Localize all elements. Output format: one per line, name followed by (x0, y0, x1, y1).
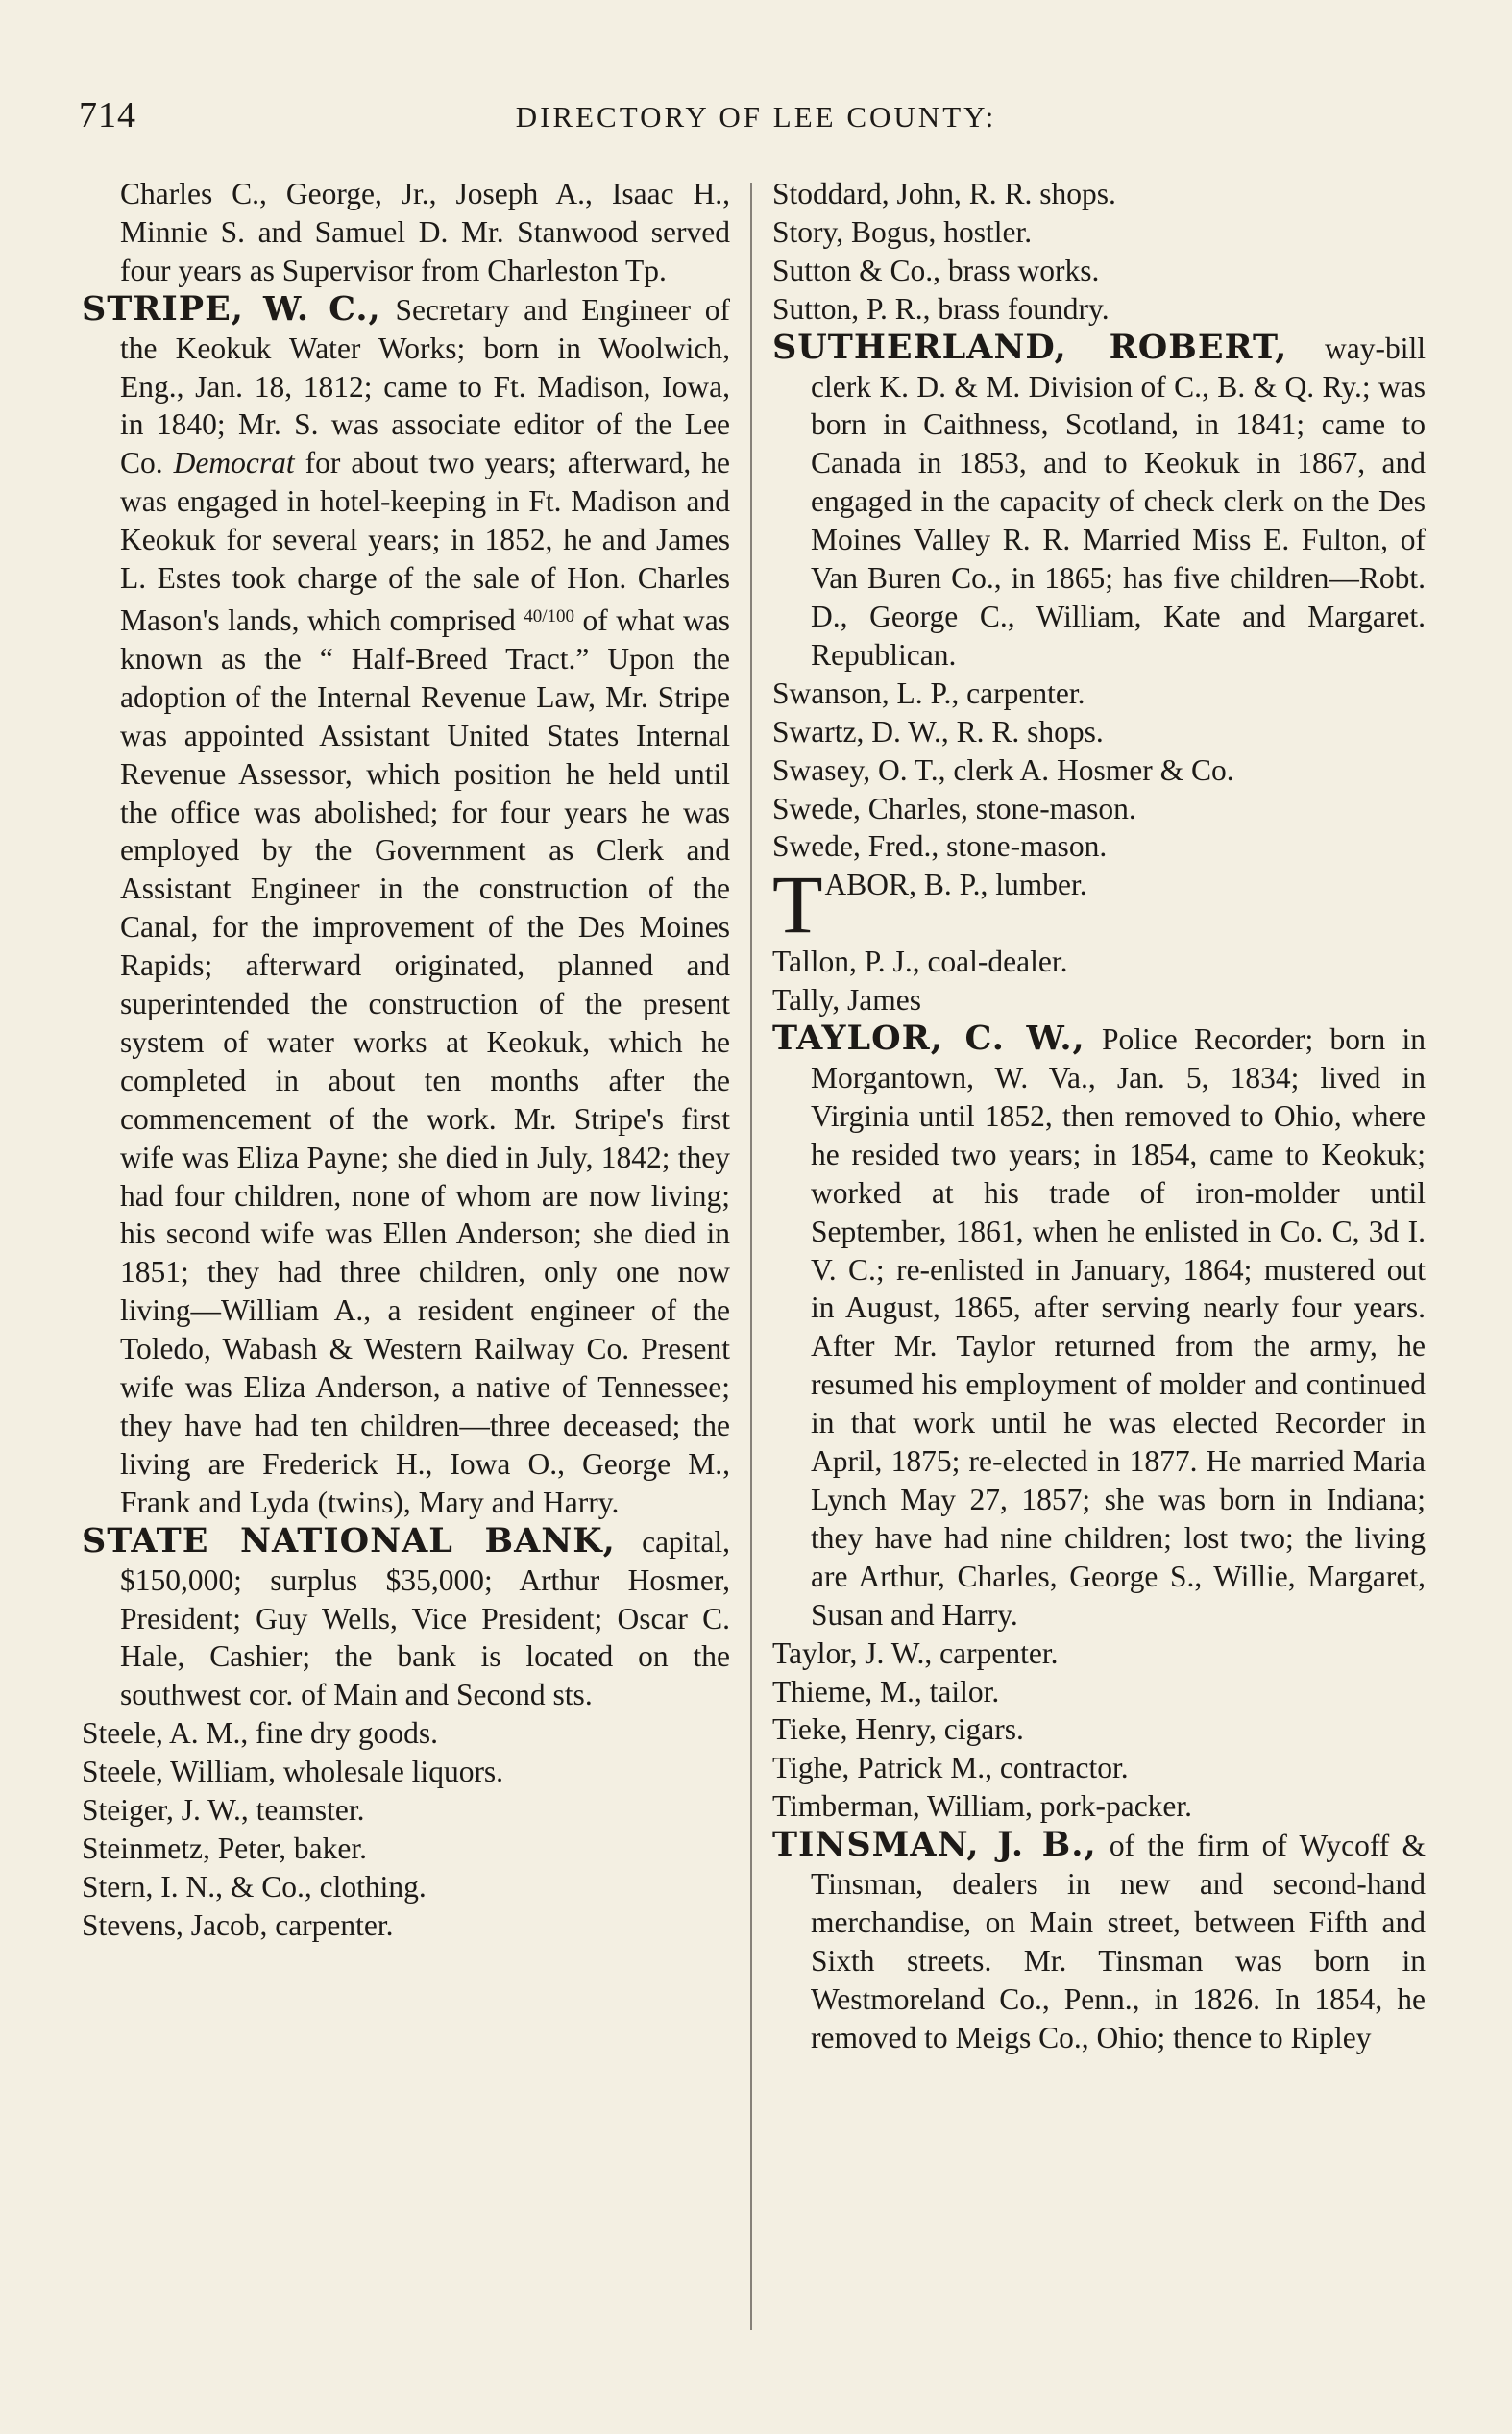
stripe-name: STRIPE, W. C., (82, 288, 381, 329)
list-item: Swede, Fred., stone-mason. (772, 829, 1108, 864)
list-item: Swede, Charles, stone-mason. (772, 791, 1136, 825)
list-item: Thieme, M., tailor. (772, 1674, 1000, 1709)
list-item: Swartz, D. W., R. R. shops. (772, 714, 1104, 749)
list-item: Tallon, P. J., coal-dealer. (772, 945, 1068, 979)
bank-text: capital, $150,000; surplus $35,000; Arthur Hosmer, President; Guy Wells, Vice President; Oscar C. Hale, Cashier; the bank is located on the southwest cor. of Main and Second sts. (120, 1524, 730, 1712)
list-item: Tighe, Patrick M., contractor. (772, 1751, 1129, 1785)
taylor-name: TAYLOR, C. W., (772, 1019, 1085, 1059)
taylor-entry (772, 1020, 1426, 1635)
stripe-newspaper: Democrat (173, 446, 295, 480)
list-item: Taylor, J. W., carpenter. (772, 1635, 1059, 1670)
state-national-bank-entry (82, 1522, 730, 1715)
column-divider (750, 183, 752, 2330)
stripe-text-a: Secretary and Engineer of the Keokuk Water Works; born in Woolwich, Eng., Jan. 18, 1812; came to Ft. Madison, Iowa, in 1840; Mr. S. was associate editor of the Lee Co. (120, 292, 731, 480)
left-column (82, 175, 730, 1945)
sutherland-text: way-bill clerk K. D. & M. Division of C., B. & Q. Ry.; was born in Caithness, Scotland, in 1841; came to Canada in 1853, and to Keokuk in 1867, and engaged in the capacity of check clerk on the Des Moines Valley R. R. Married Miss E. Fulton, of Van Buren Co., in 1865; has five children—Robt. D., George C., William, Kate and Margaret. Republican. (811, 331, 1426, 672)
taylor-text: Police Recorder; born in Morgantown, W. Va., Jan. 5, 1834; lived in Virginia until 1852, then removed to Ohio, where he resided two years; in 1854, came to Keokuk; worked at his trade of iron-molder until September, 1861, when he enlisted in Co. C, 3d I. V. C.; re-enlisted in January, 1864; mustered out in August, 1865, after serving nearly four years. After Mr. Taylor returned from the army, he resumed his employment of molder and continued in that work until he was elected Recorder in April, 1875; re-elected in 1877. He married Maria Lynch May 27, 1857; she was born in Indiana; they have had nine children; lost two; the living are Arthur, Charles, George S., Willie, Margaret, Susan and Harry. (811, 1022, 1427, 1632)
stanwood-entry-continuation (82, 175, 730, 290)
bank-name: STATE NATIONAL BANK, (82, 1520, 616, 1561)
tabor-entry (772, 858, 1426, 951)
sutherland-entry (772, 329, 1426, 675)
list-item: Stoddard, John, R. R. shops. (772, 177, 1116, 210)
running-title: DIRECTORY OF LEE COUNTY: (515, 100, 997, 134)
list-item: Swasey, O. T., clerk A. Hosmer & Co. (772, 752, 1234, 787)
tinsman-text: of the firm of Wycoff & Tinsman, dealers in new and second-hand merchandise, on Main street, between Fifth and Sixth streets. Mr. Tinsman was born in Westmoreland Co., Penn., in 1826. In 1854, he removed to Meigs Co., Ohio; thence to Ripley (811, 1829, 1427, 2054)
stripe-text-b: for about two years; afterward, he was engaged in hotel-keeping in Ft. Madison and Keokuk for several years; in 1852, he and James L. Estes took charge of the sale of Hon. Charles Mason's lands, which comprised (120, 446, 731, 637)
list-item: Steinmetz, Peter, baker. (82, 1831, 368, 1865)
list-item: Story, Bogus, hostler. (772, 214, 1033, 249)
right-column (772, 175, 1426, 2057)
list-item: Timberman, William, pork-packer. (772, 1789, 1193, 1824)
list-item: Tally, James (772, 983, 921, 1018)
list-item: Steiger, J. W., teamster. (82, 1793, 365, 1828)
list-item: Sutton, P. R., brass foundry. (772, 291, 1110, 326)
stanwood-text: Charles C., George, Jr., Joseph A., Isaac H., Minnie S. and Samuel D. Mr. Stanwood served four years as Supervisor from Charleston Tp. (120, 177, 730, 287)
list-item: Swanson, L. P., carpenter. (772, 676, 1085, 710)
list-item: Stevens, Jacob, carpenter. (82, 1907, 394, 1942)
list-item: Steele, A. M., fine dry goods. (82, 1716, 438, 1751)
sutherland-name: SUTHERLAND, ROBERT, (772, 327, 1288, 367)
page-number: 714 (79, 95, 136, 135)
tinsman-entry (772, 1826, 1426, 2056)
list-item: Stern, I. N., & Co., clothing. (82, 1869, 427, 1904)
tabor-text: ABOR, B. P., lumber. (824, 868, 1087, 902)
list-item: Tieke, Henry, cigars. (772, 1712, 1024, 1747)
section-dropcap: T (772, 858, 823, 951)
stripe-entry (82, 290, 730, 1522)
list-item: Sutton & Co., brass works. (772, 253, 1100, 287)
stripe-fraction: 40/100 (524, 605, 575, 627)
tinsman-name: TINSMAN, J. B., (772, 1825, 1097, 1865)
stripe-text-c: of what was known as the “ Half-Breed Tract.” Upon the adoption of the Internal Revenue Law, Mr. Stripe was appointed Assistant United States Internal Revenue Assessor, which position he held until the office was abolished; for four years he was employed by the Government as Clerk and Assistant Engineer in the construction of the Canal, for the improvement of the Des Moines Rapids; afterward originated, planned and superintended the construction of the present system of water works at Keokuk, which he completed in about ten months after the commencement of the work. Mr. Stripe's first wife was Eliza Payne; she died in July, 1842; they had four children, none of whom are now living; his second wife was Ellen Anderson; she died in 1851; they had three children, only one now living—William A., a resident engineer of the Toledo, Wabash & Western Railway Co. Present wife was Eliza Anderson, a native of Tennessee; they have had ten children—three deceased; the living are Frederick H., Iowa O., George M., Frank and Lyda (twins), Mary and Harry. (120, 602, 730, 1519)
list-item: Steele, William, wholesale liquors. (82, 1755, 504, 1789)
